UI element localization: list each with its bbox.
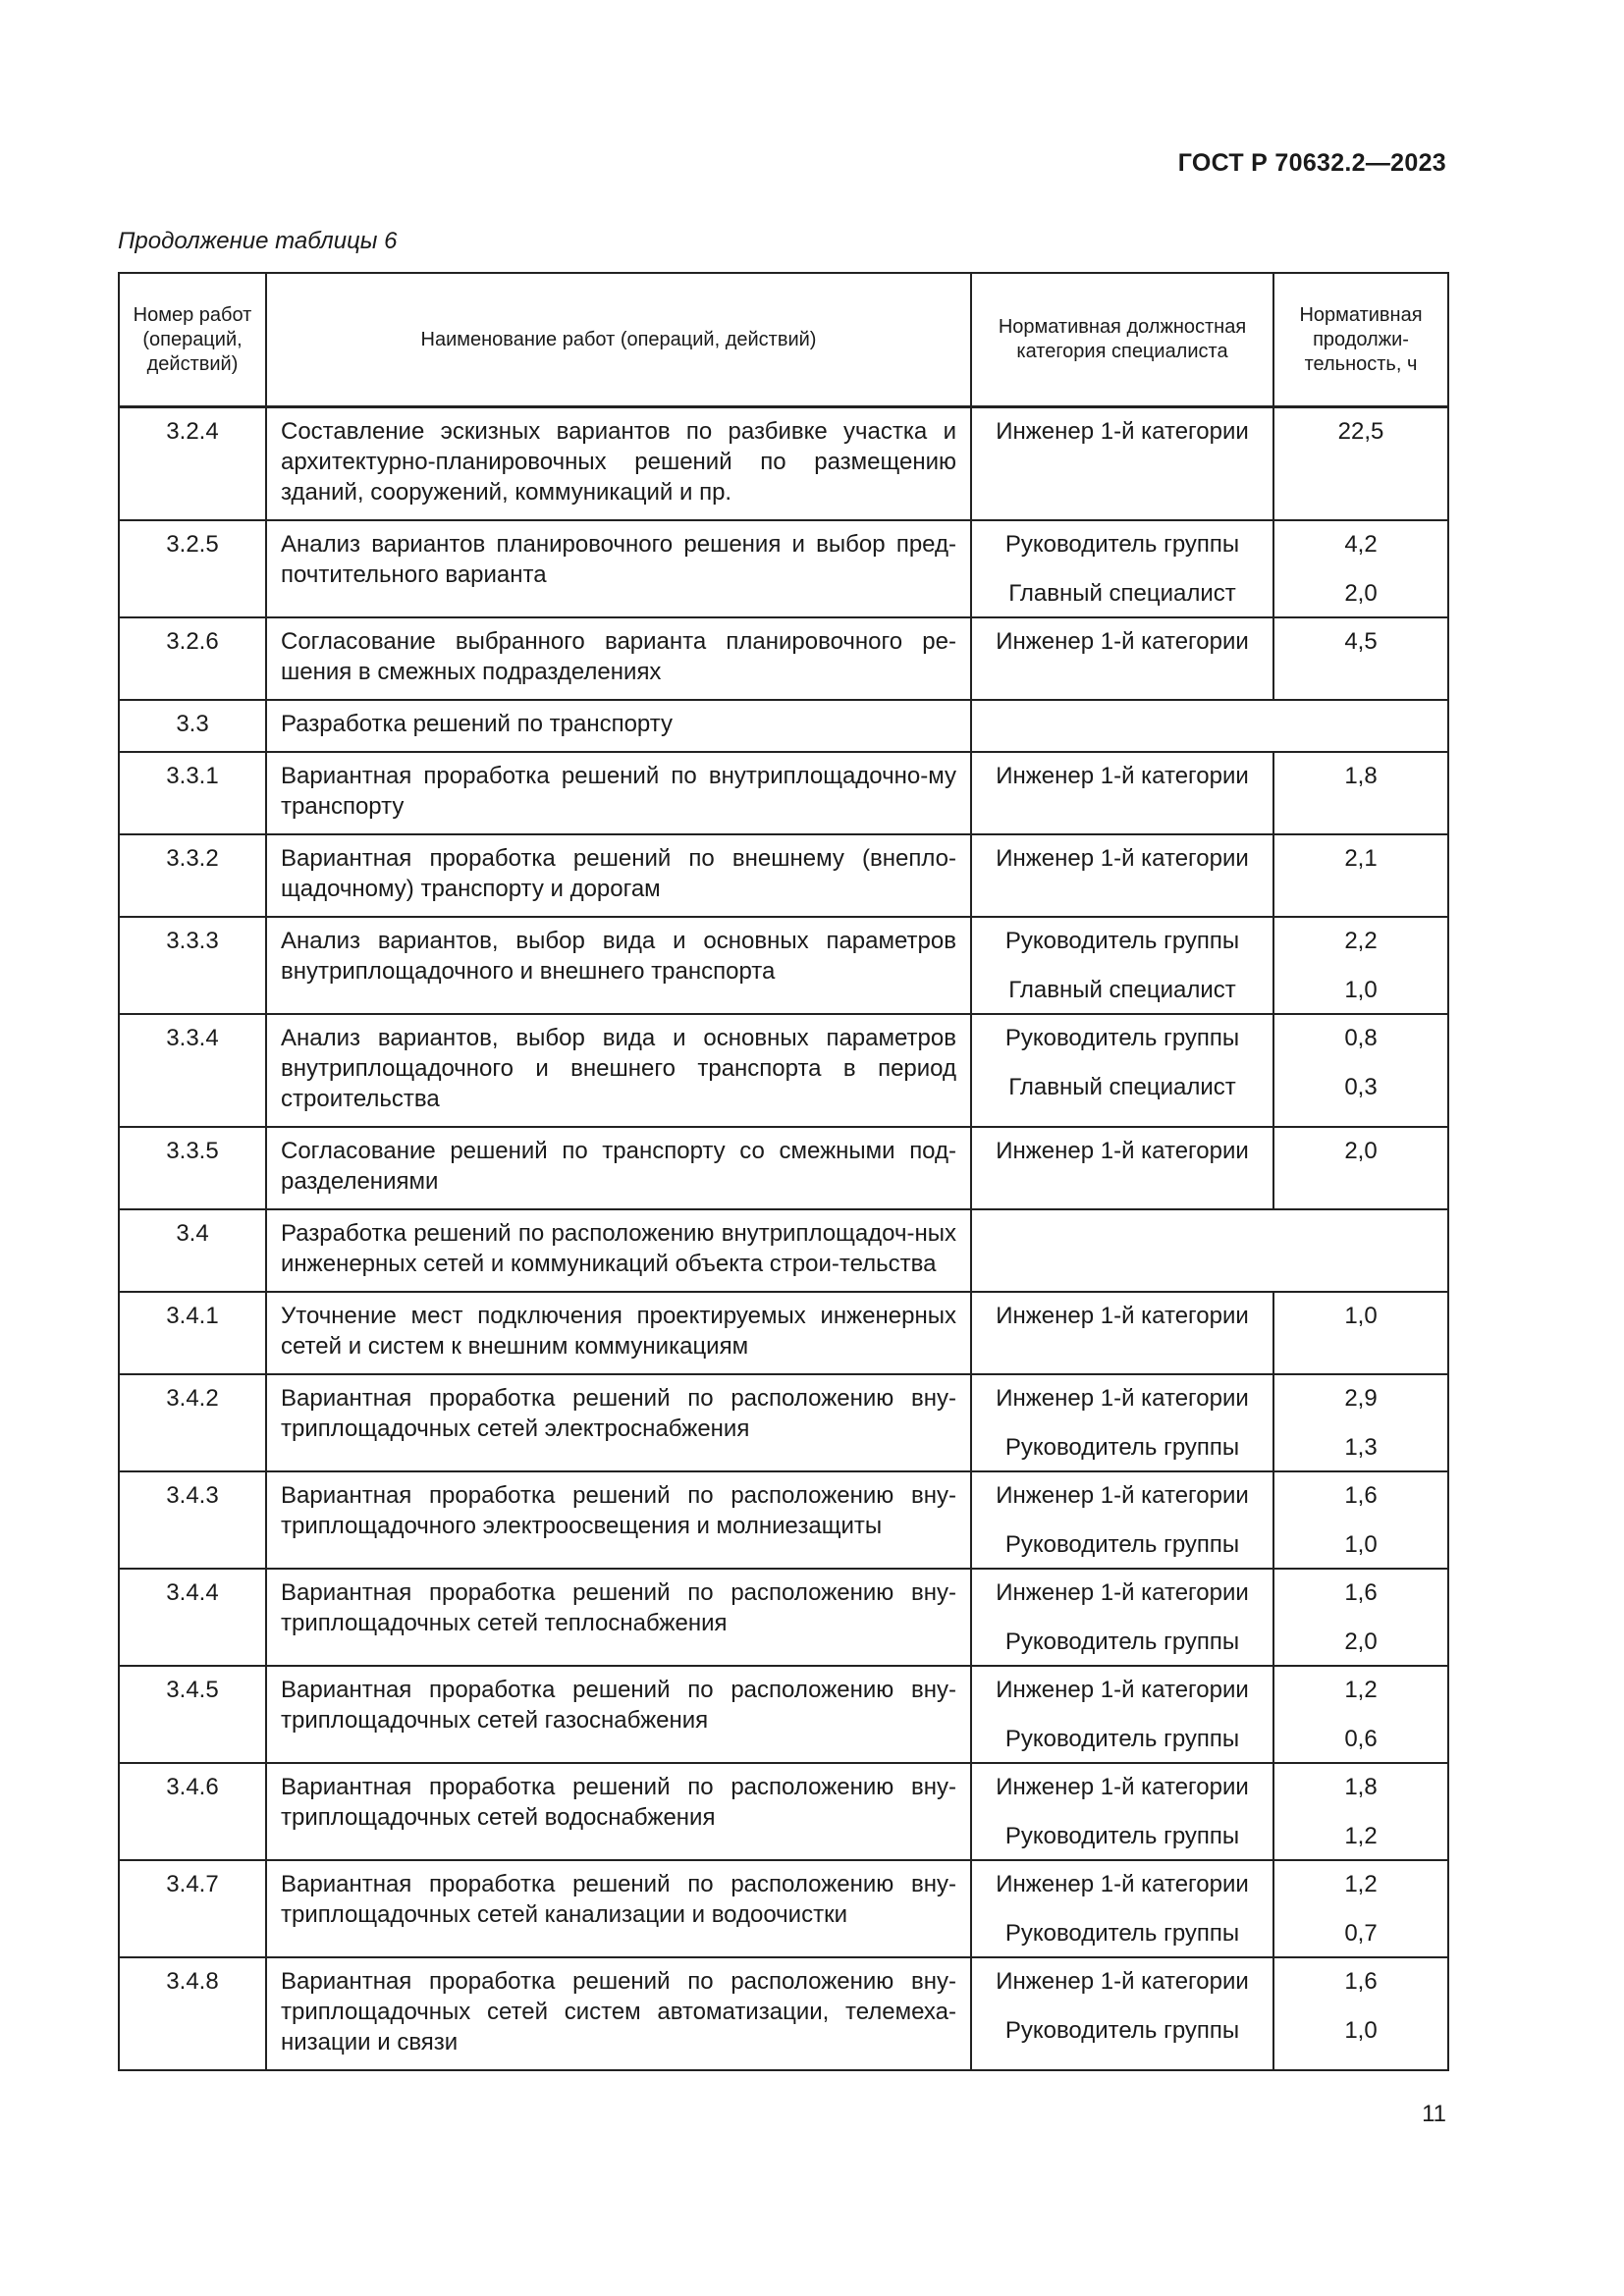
row-duration-cell (1273, 1957, 1448, 2070)
duration-value: 1,2 (1344, 1823, 1378, 1849)
table-row (119, 1209, 1448, 1292)
specialist-category: Инженер 1-й категории (996, 845, 1249, 872)
row-category-cell (971, 834, 1273, 917)
row-work-name: Анализ вариантов, выбор вида и основных параметров внутриплощадочного и внешнего транспорта в период строительства (266, 1014, 971, 1127)
row-work-name: Вариантная проработка решений по расположению вну-триплощадочных сетей канализации и водоочистки (266, 1860, 971, 1957)
row-duration-cell (1273, 917, 1448, 1014)
row-category-cell (971, 1569, 1273, 1666)
duration-value: 1,2 (1344, 1871, 1378, 1897)
table-row (119, 1292, 1448, 1374)
duration-value: 2,0 (1344, 580, 1378, 607)
specialist-category: Руководитель группы (1004, 1823, 1240, 1849)
table-caption: Продолжение таблицы 6 (118, 228, 398, 254)
duration-value: 4,2 (1344, 531, 1378, 558)
table-row (119, 834, 1448, 917)
row-duration-cell (1273, 1374, 1448, 1471)
row-number: 3.4.8 (119, 1957, 266, 2070)
table-row (119, 1471, 1448, 1569)
section-empty-cell (971, 1209, 1448, 1292)
table-row (119, 1666, 1448, 1763)
row-work-name: Вариантная проработка решений по расположению вну-триплощадочных сетей теплоснабжения (266, 1569, 971, 1666)
specialist-category: Инженер 1-й категории (996, 1677, 1249, 1703)
specialist-category: Руководитель группы (1004, 1920, 1240, 1947)
duration-value: 1,6 (1344, 1579, 1378, 1606)
row-number: 3.4.5 (119, 1666, 266, 1763)
row-number: 3.2.5 (119, 520, 266, 617)
row-work-name: Анализ вариантов планировочного решения и выбор пред-почтительного варианта (266, 520, 971, 617)
norms-table (118, 272, 1449, 2071)
table-header-row (119, 273, 1448, 407)
duration-value: 1,2 (1344, 1677, 1378, 1703)
column-header-category: Нормативная должностная категория специалиста (971, 273, 1273, 407)
duration-value: 0,6 (1344, 1726, 1378, 1752)
row-work-name: Разработка решений по транспорту (266, 700, 971, 752)
row-category-cell (971, 1127, 1273, 1209)
specialist-category: Инженер 1-й категории (996, 763, 1249, 789)
row-duration-cell (1273, 617, 1448, 700)
specialist-category: Инженер 1-й категории (996, 1579, 1249, 1606)
duration-value: 2,0 (1344, 1138, 1378, 1164)
duration-value: 2,2 (1344, 928, 1378, 954)
specialist-category: Главный специалист (1008, 1074, 1236, 1100)
duration-value: 1,0 (1344, 977, 1378, 1003)
table-row (119, 617, 1448, 700)
row-number: 3.3 (119, 700, 266, 752)
specialist-category: Руководитель группы (1004, 1025, 1240, 1051)
duration-value: 1,8 (1344, 1774, 1378, 1800)
duration-value: 2,1 (1344, 845, 1378, 872)
row-work-name: Согласование выбранного варианта планировочного ре-шения в смежных подразделениях (266, 617, 971, 700)
row-category-cell (971, 617, 1273, 700)
table-row (119, 917, 1448, 1014)
row-category-cell (971, 1666, 1273, 1763)
table-row (119, 407, 1448, 521)
table-body (119, 407, 1448, 2071)
row-duration-cell (1273, 1569, 1448, 1666)
row-category-cell (971, 1471, 1273, 1569)
row-duration-cell (1273, 1666, 1448, 1763)
row-work-name: Вариантная проработка решений по расположению вну-триплощадочных сетей электроснабжения (266, 1374, 971, 1471)
row-number: 3.4.4 (119, 1569, 266, 1666)
specialist-category: Инженер 1-й категории (996, 1303, 1249, 1329)
duration-value: 1,0 (1344, 1531, 1378, 1558)
row-number: 3.3.1 (119, 752, 266, 834)
duration-value: 1,6 (1344, 1482, 1378, 1509)
table-row (119, 1763, 1448, 1860)
duration-value: 4,5 (1344, 628, 1378, 655)
document-code: ГОСТ Р 70632.2—2023 (1177, 149, 1446, 177)
duration-value: 1,0 (1344, 1303, 1378, 1329)
row-number: 3.3.3 (119, 917, 266, 1014)
row-work-name: Анализ вариантов, выбор вида и основных параметров внутриплощадочного и внешнего транспорта (266, 917, 971, 1014)
section-empty-cell (971, 700, 1448, 752)
table-row (119, 520, 1448, 617)
row-number: 3.4.6 (119, 1763, 266, 1860)
row-category-cell (971, 520, 1273, 617)
row-duration-cell (1273, 1292, 1448, 1374)
specialist-category: Инженер 1-й категории (996, 1968, 1249, 1995)
row-duration-cell (1273, 834, 1448, 917)
row-category-cell (971, 917, 1273, 1014)
row-number: 3.4 (119, 1209, 266, 1292)
row-duration-cell (1273, 1014, 1448, 1127)
page-number: 11 (1422, 2101, 1446, 2127)
column-header-duration: Нормативная продолжи-тельность, ч (1273, 273, 1448, 407)
specialist-category: Руководитель группы (1004, 1726, 1240, 1752)
duration-value: 0,3 (1344, 1074, 1378, 1100)
duration-value: 1,8 (1344, 763, 1378, 789)
row-duration-cell (1273, 407, 1448, 521)
row-duration-cell (1273, 520, 1448, 617)
table-row (119, 1127, 1448, 1209)
table-row (119, 1957, 1448, 2070)
specialist-category: Инженер 1-й категории (996, 628, 1249, 655)
column-header-name: Наименование работ (операций, действий) (266, 273, 971, 407)
specialist-category: Руководитель группы (1004, 928, 1240, 954)
row-work-name: Вариантная проработка решений по расположению вну-триплощадочных сетей систем автоматизации, телемеха-низации и связи (266, 1957, 971, 2070)
row-duration-cell (1273, 752, 1448, 834)
row-duration-cell (1273, 1127, 1448, 1209)
row-number: 3.4.1 (119, 1292, 266, 1374)
specialist-category: Руководитель группы (1004, 1434, 1240, 1461)
duration-value: 22,5 (1337, 418, 1384, 445)
row-work-name: Согласование решений по транспорту со смежными под-разделениями (266, 1127, 971, 1209)
row-category-cell (971, 407, 1273, 521)
duration-value: 2,0 (1344, 1629, 1378, 1655)
row-number: 3.4.7 (119, 1860, 266, 1957)
row-work-name: Вариантная проработка решений по расположению вну-триплощадочных сетей водоснабжения (266, 1763, 971, 1860)
row-category-cell (971, 1014, 1273, 1127)
row-work-name: Вариантная проработка решений по внешнему (внепло-щадочному) транспорту и дорогам (266, 834, 971, 917)
duration-value: 1,0 (1344, 2017, 1378, 2044)
row-duration-cell (1273, 1860, 1448, 1957)
duration-value: 0,7 (1344, 1920, 1378, 1947)
specialist-category: Инженер 1-й категории (996, 1138, 1249, 1164)
table-row (119, 1374, 1448, 1471)
row-duration-cell (1273, 1763, 1448, 1860)
specialist-category: Инженер 1-й категории (996, 1871, 1249, 1897)
column-header-number: Номер работ (операций, действий) (119, 273, 266, 407)
row-number: 3.4.3 (119, 1471, 266, 1569)
specialist-category: Инженер 1-й категории (996, 1774, 1249, 1800)
row-category-cell (971, 1292, 1273, 1374)
specialist-category: Руководитель группы (1004, 1531, 1240, 1558)
row-number: 3.3.5 (119, 1127, 266, 1209)
specialist-category: Главный специалист (1008, 977, 1236, 1003)
table-row (119, 752, 1448, 834)
specialist-category: Руководитель группы (1004, 1629, 1240, 1655)
row-category-cell (971, 1957, 1273, 2070)
specialist-category: Руководитель группы (1004, 531, 1240, 558)
row-work-name: Составление эскизных вариантов по разбивке участка и архитектурно-планировочных решений по размещению зданий, сооружений, коммуникаций и пр. (266, 407, 971, 521)
specialist-category: Инженер 1-й категории (996, 1385, 1249, 1412)
table-row (119, 1014, 1448, 1127)
row-work-name: Вариантная проработка решений по расположению вну-триплощадочных сетей газоснабжения (266, 1666, 971, 1763)
table-row (119, 1569, 1448, 1666)
row-work-name: Разработка решений по расположению внутриплощадоч-ных инженерных сетей и коммуникаций объекта строи-тельства (266, 1209, 971, 1292)
table-row (119, 1860, 1448, 1957)
specialist-category: Руководитель группы (1004, 2017, 1240, 2044)
row-category-cell (971, 752, 1273, 834)
row-work-name: Вариантная проработка решений по расположению вну-триплощадочного электроосвещения и молниезащиты (266, 1471, 971, 1569)
row-duration-cell (1273, 1471, 1448, 1569)
row-number: 3.3.2 (119, 834, 266, 917)
row-work-name: Уточнение мест подключения проектируемых инженерных сетей и систем к внешним коммуникациям (266, 1292, 971, 1374)
row-number: 3.2.6 (119, 617, 266, 700)
duration-value: 1,6 (1344, 1968, 1378, 1995)
specialist-category: Инженер 1-й категории (996, 418, 1249, 445)
row-category-cell (971, 1860, 1273, 1957)
specialist-category: Инженер 1-й категории (996, 1482, 1249, 1509)
row-number: 3.4.2 (119, 1374, 266, 1471)
duration-value: 0,8 (1344, 1025, 1378, 1051)
row-category-cell (971, 1374, 1273, 1471)
row-work-name: Вариантная проработка решений по внутриплощадочно-му транспорту (266, 752, 971, 834)
row-number: 3.3.4 (119, 1014, 266, 1127)
duration-value: 1,3 (1344, 1434, 1378, 1461)
row-number: 3.2.4 (119, 407, 266, 521)
table-row (119, 700, 1448, 752)
duration-value: 2,9 (1344, 1385, 1378, 1412)
specialist-category: Главный специалист (1008, 580, 1236, 607)
row-category-cell (971, 1763, 1273, 1860)
